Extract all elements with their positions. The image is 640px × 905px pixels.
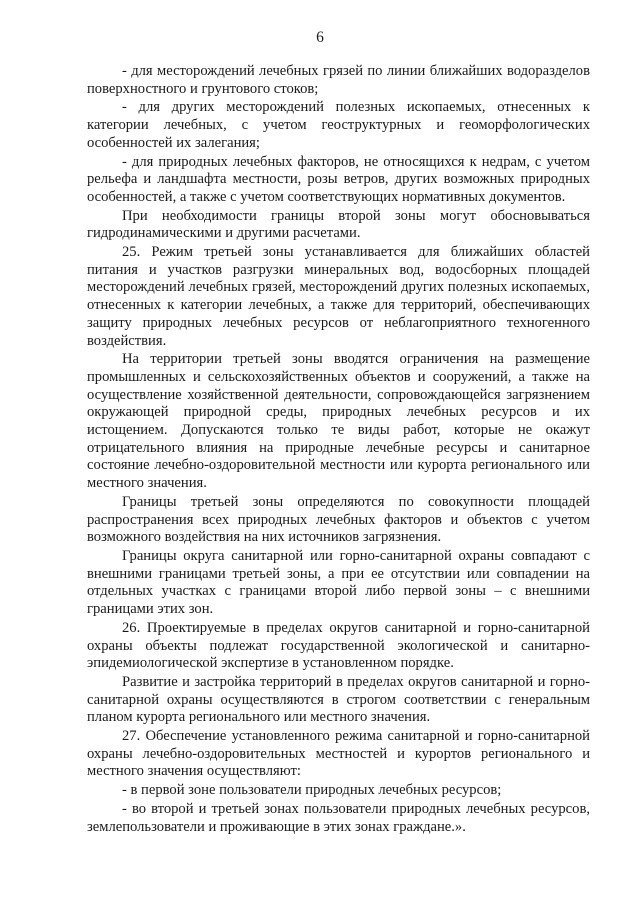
- paragraph: - в первой зоне пользователи природных лечебных ресурсов;: [122, 782, 502, 799]
- paragraph: 26. Проектируемые в пределах округов санитарной и горно-санитарной охраны объекты подлежат государственной экологической и санитарно-эпидемиологической экспертизе в установленном порядке.: [87, 619, 590, 672]
- page-number: 6: [316, 29, 324, 46]
- document-body: [87, 63, 590, 836]
- paragraph: 27. Обеспечение установленного режима санитарной и горно-санитарной охраны лечебно-оздоровительных местностей и курортов регионального и местного значения осуществляют:: [87, 728, 590, 780]
- paragraph: 25. Режим третьей зоны устанавливается для ближайших областей питания и участков разгрузки минеральных вод, водосборных площадей месторождений лечебных грязей, месторождений других полезных ископаемых, отнесенных к категории лечебных, а также для территорий, обеспечивающих защиту природных лечебных ресурсов от неблагоприятного техногенного воздействия.: [87, 244, 590, 349]
- paragraph: Границы третьей зоны определяются по совокупности площадей распространения всех природных лечебных факторов и объектов с учетом возможного воздействия на них источников загрязнения.: [87, 493, 590, 546]
- paragraph: - для месторождений лечебных грязей по линии ближайших водоразделов поверхностного и грунтового стоков;: [87, 63, 590, 97]
- paragraph: - для природных лечебных факторов, не относящихся к недрам, с учетом рельефа и ландшафта местности, розы ветров, других возможных природных особенностей, а также с учетом соответствующих нормативных документов.: [87, 153, 590, 205]
- paragraph: - для других месторождений полезных ископаемых, отнесенных к категории лечебных, с учетом геоструктурных и геоморфологических особенностей их залегания;: [87, 99, 590, 151]
- paragraph: На территории третьей зоны вводятся ограничения на размещение промышленных и сельскохозяйственных объектов и сооружений, а также на осуществление хозяйственной деятельности, сопровождающейся загрязнением окружающей природной среды, природных лечебных ресурсов и их истощением. Допускаются только те виды работ, которые не окажут отрицательного влияния на природные лечебные ресурсы и санитарное состояние лечебно-оздоровительной местности или курорта регионального или местного значения.: [87, 351, 590, 492]
- paragraph: Развитие и застройка территорий в пределах округов санитарной и горно-санитарной охраны осуществляются в строгом соответствии с генеральным планом курорта регионального или местного значения.: [87, 673, 590, 726]
- paragraph: - во второй и третьей зонах пользователи природных лечебных ресурсов, землепользователи и проживающие в этих зонах граждане.».: [87, 800, 590, 835]
- paragraph: Границы округа санитарной или горно-санитарной охраны совпадают с внешними границами третьей зоны, а при ее отсутствии или совпадении на отдельных участках с границами второй либо первой зоны – с внешними границами этих зон.: [87, 547, 590, 618]
- paragraph: При необходимости границы второй зоны могут обосновываться гидродинамическими и другими расчетами.: [87, 207, 590, 242]
